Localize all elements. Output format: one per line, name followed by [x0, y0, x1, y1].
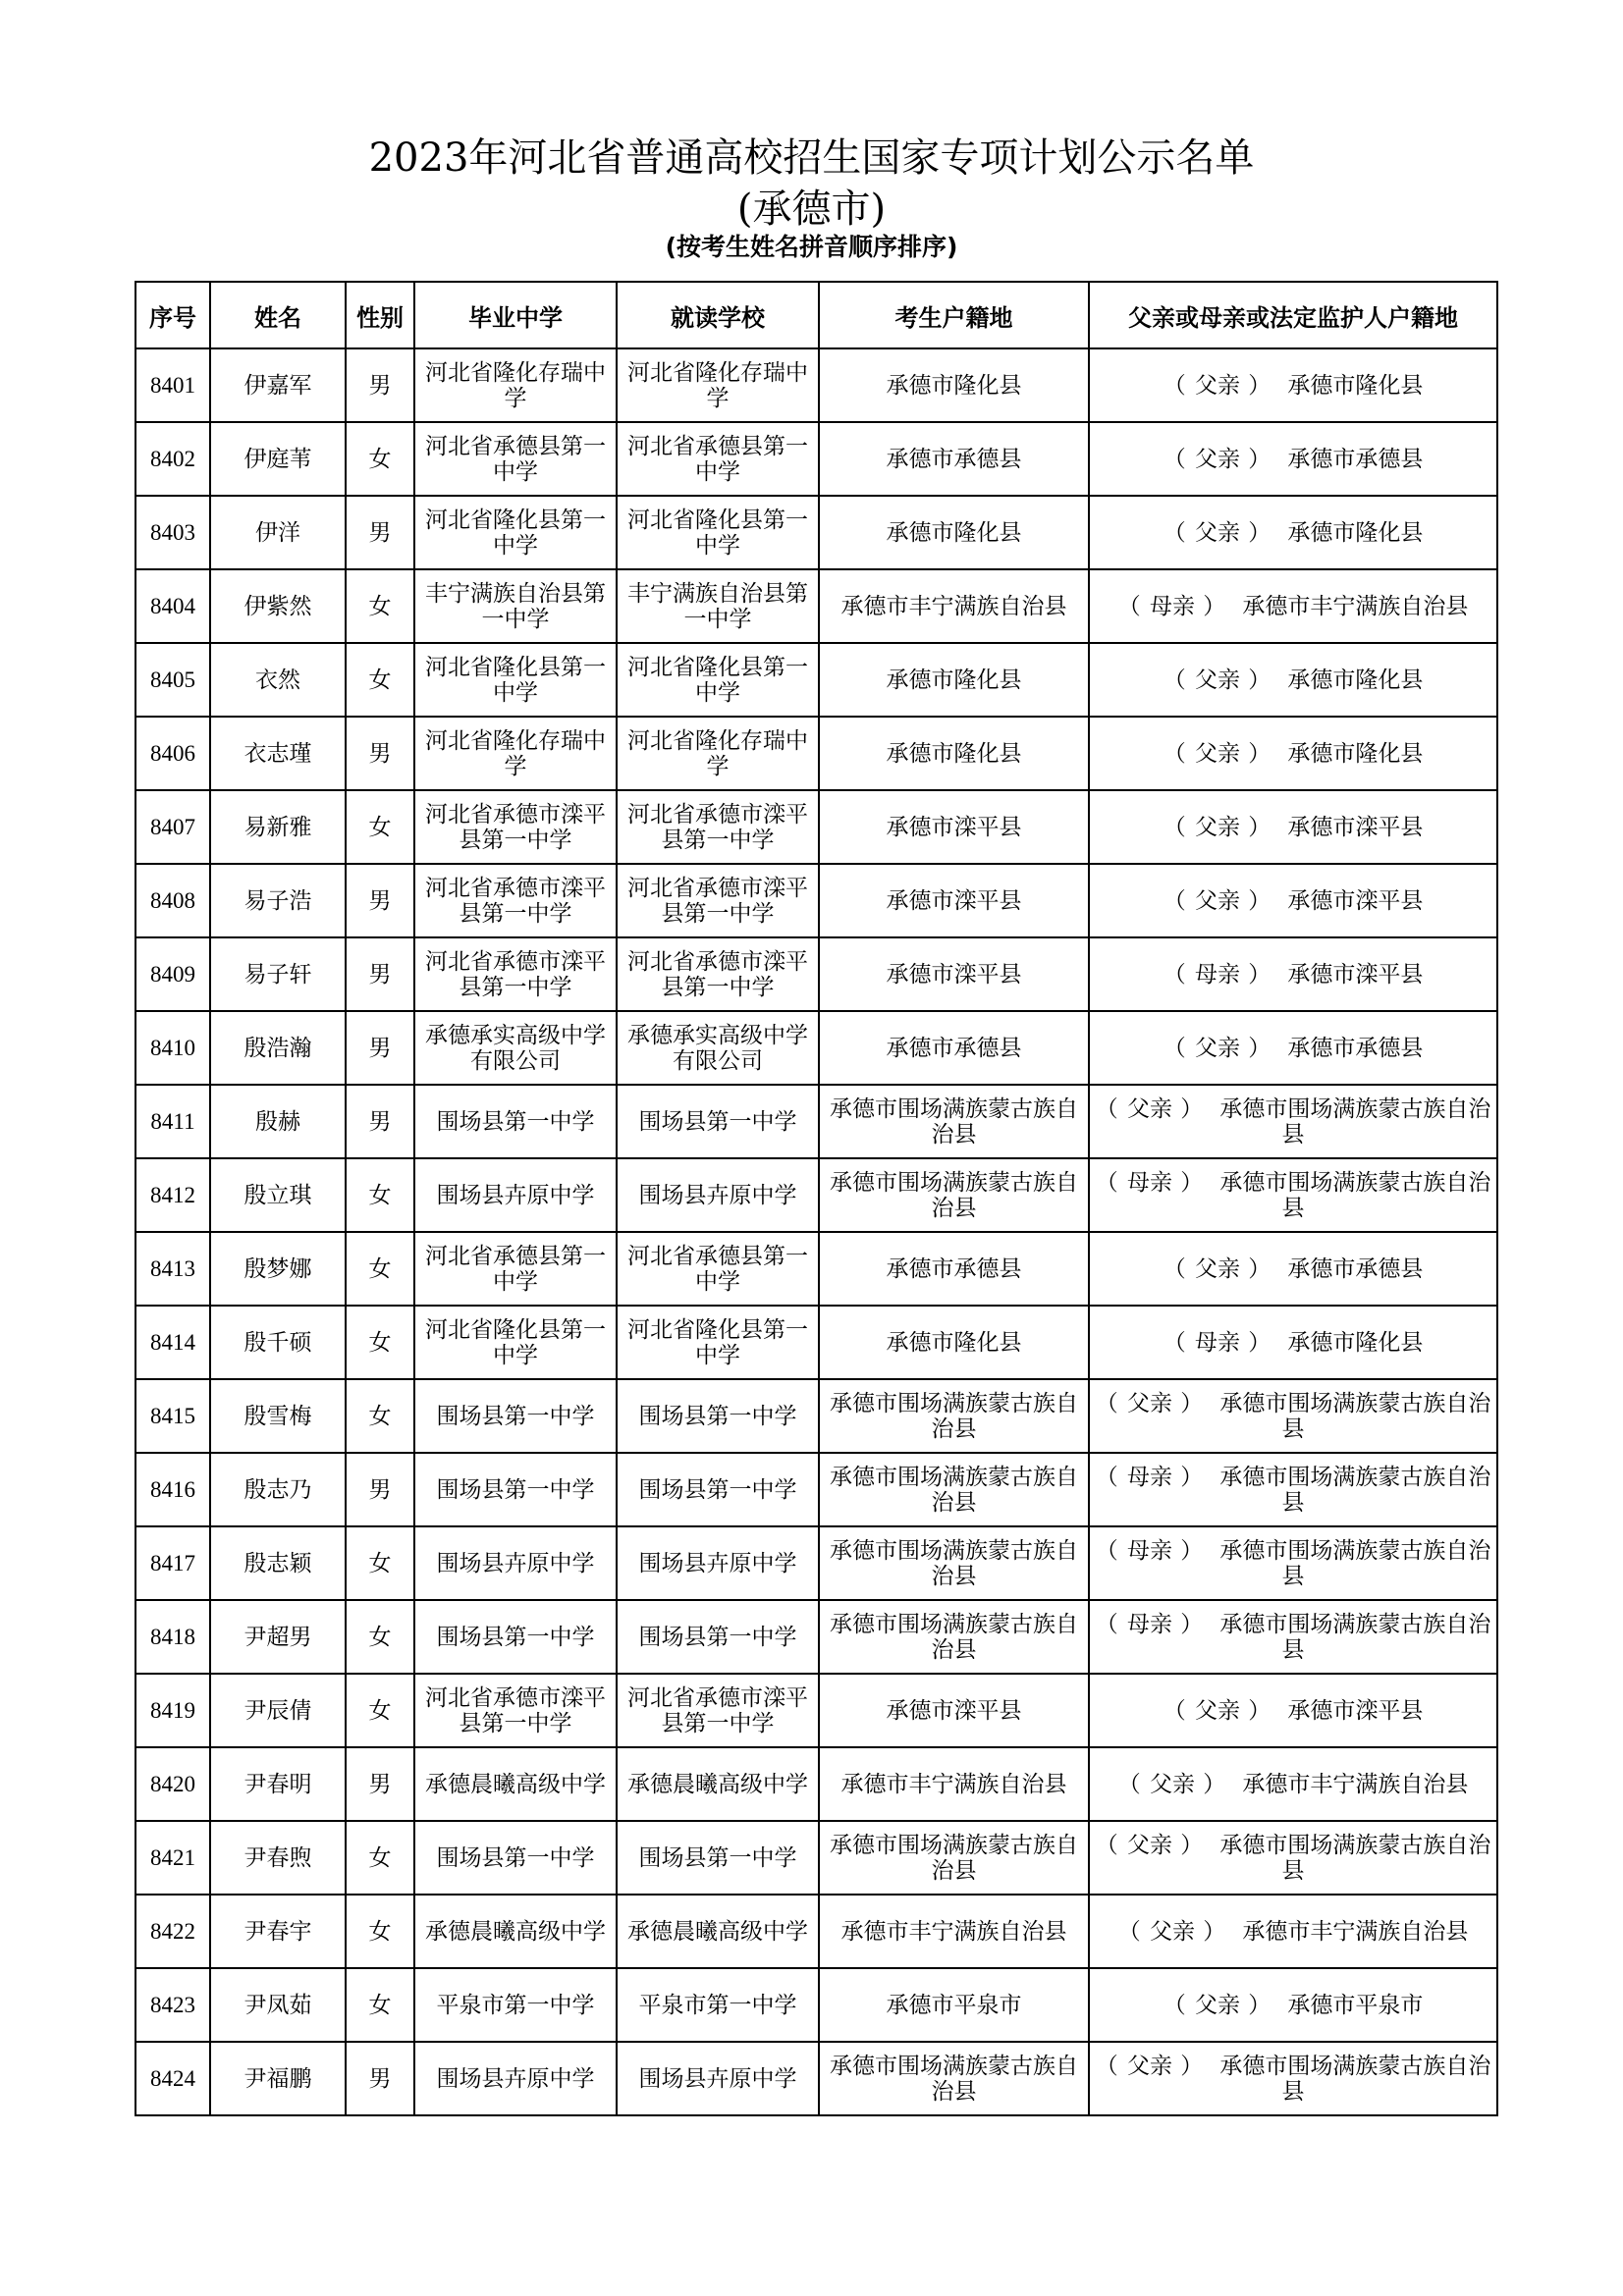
guardian-hukou-place: 承德市围场满族蒙古族自治县 — [1219, 1537, 1491, 1589]
cell-gender: 女 — [346, 1674, 414, 1747]
cell-current-school: 围场县第一中学 — [617, 1085, 819, 1158]
cell-serial-number: 8419 — [135, 1674, 210, 1747]
cell-gender: 男 — [346, 496, 414, 569]
guardian-hukou-place: 承德市围场满族蒙古族自治县 — [1219, 1390, 1491, 1442]
cell-student-hukou: 承德市隆化县 — [819, 1306, 1089, 1379]
column-header: 毕业中学 — [414, 282, 617, 348]
guardian-hukou-place: 承德市围场满族蒙古族自治县 — [1219, 1611, 1491, 1663]
cell-serial-number: 8420 — [135, 1747, 210, 1821]
cell-gender: 男 — [346, 2042, 414, 2115]
cell-student-hukou: 承德市隆化县 — [819, 717, 1089, 790]
cell-graduation-school: 河北省承德市滦平县第一中学 — [414, 864, 617, 937]
cell-serial-number: 8411 — [135, 1085, 210, 1158]
cell-guardian-hukou: （ 父亲 ） 承德市围场满族蒙古族自治县 — [1089, 1379, 1497, 1453]
cell-current-school: 河北省承德市滦平县第一中学 — [617, 790, 819, 864]
cell-graduation-school: 河北省承德县第一中学 — [414, 422, 617, 496]
cell-name: 殷立琪 — [210, 1158, 346, 1232]
guardian-relation: 父亲 — [1195, 446, 1240, 472]
cell-gender: 男 — [346, 864, 414, 937]
cell-serial-number: 8417 — [135, 1526, 210, 1600]
guardian-relation: 母亲 — [1127, 1537, 1172, 1564]
table-row — [135, 1674, 1497, 1747]
column-header: 姓名 — [210, 282, 346, 348]
table-row — [135, 937, 1497, 1011]
table-row — [135, 348, 1497, 422]
guardian-relation: 父亲 — [1195, 519, 1240, 546]
table-row — [135, 1747, 1497, 1821]
cell-serial-number: 8423 — [135, 1968, 210, 2042]
column-header: 父亲或母亲或法定监护人户籍地 — [1089, 282, 1497, 348]
cell-name: 殷千硕 — [210, 1306, 346, 1379]
cell-gender: 女 — [346, 1895, 414, 1968]
guardian-relation: 父亲 — [1195, 1255, 1240, 1282]
guardian-relation: 父亲 — [1150, 1771, 1195, 1797]
guardian-hukou-place: 承德市隆化县 — [1287, 740, 1424, 767]
cell-gender: 女 — [346, 569, 414, 643]
cell-student-hukou: 承德市围场满族蒙古族自治县 — [819, 1821, 1089, 1895]
cell-current-school: 围场县卉原中学 — [617, 1158, 819, 1232]
cell-current-school: 承德晨曦高级中学 — [617, 1895, 819, 1968]
cell-graduation-school: 围场县第一中学 — [414, 1379, 617, 1453]
cell-graduation-school: 丰宁满族自治县第一中学 — [414, 569, 617, 643]
cell-guardian-hukou: （ 母亲 ） 承德市隆化县 — [1089, 1306, 1497, 1379]
table-row — [135, 1895, 1497, 1968]
guardian-relation: 母亲 — [1127, 1611, 1172, 1637]
cell-serial-number: 8416 — [135, 1453, 210, 1526]
cell-serial-number: 8401 — [135, 348, 210, 422]
table-row — [135, 1600, 1497, 1674]
cell-student-hukou: 承德市丰宁满族自治县 — [819, 1747, 1089, 1821]
cell-serial-number: 8404 — [135, 569, 210, 643]
cell-student-hukou: 承德市围场满族蒙古族自治县 — [819, 1526, 1089, 1600]
table-row — [135, 1085, 1497, 1158]
cell-guardian-hukou: （ 父亲 ） 承德市隆化县 — [1089, 348, 1497, 422]
column-header: 就读学校 — [617, 282, 819, 348]
guardian-relation: 母亲 — [1195, 1329, 1240, 1356]
cell-graduation-school: 河北省隆化存瑞中学 — [414, 717, 617, 790]
cell-current-school: 平泉市第一中学 — [617, 1968, 819, 2042]
cell-guardian-hukou: （ 父亲 ） 承德市滦平县 — [1089, 790, 1497, 864]
cell-guardian-hukou: （ 父亲 ） 承德市丰宁满族自治县 — [1089, 1747, 1497, 1821]
guardian-hukou-place: 承德市承德县 — [1287, 446, 1424, 472]
cell-student-hukou: 承德市围场满族蒙古族自治县 — [819, 1600, 1089, 1674]
table-row — [135, 1453, 1497, 1526]
cell-student-hukou: 承德市围场满族蒙古族自治县 — [819, 1158, 1089, 1232]
guardian-hukou-place: 承德市承德县 — [1287, 1035, 1424, 1061]
cell-gender: 男 — [346, 1085, 414, 1158]
cell-gender: 男 — [346, 1747, 414, 1821]
table-row — [135, 1011, 1497, 1085]
cell-current-school: 承德承实高级中学有限公司 — [617, 1011, 819, 1085]
cell-guardian-hukou: （ 父亲 ） 承德市滦平县 — [1089, 1674, 1497, 1747]
cell-guardian-hukou: （ 父亲 ） 承德市承德县 — [1089, 1232, 1497, 1306]
cell-student-hukou: 承德市围场满族蒙古族自治县 — [819, 1085, 1089, 1158]
cell-serial-number: 8418 — [135, 1600, 210, 1674]
cell-gender: 女 — [346, 1158, 414, 1232]
cell-current-school: 丰宁满族自治县第一中学 — [617, 569, 819, 643]
cell-gender: 女 — [346, 1232, 414, 1306]
guardian-relation: 父亲 — [1127, 2053, 1172, 2079]
cell-serial-number: 8407 — [135, 790, 210, 864]
table-row — [135, 717, 1497, 790]
cell-student-hukou: 承德市滦平县 — [819, 864, 1089, 937]
cell-guardian-hukou: （ 母亲 ） 承德市围场满族蒙古族自治县 — [1089, 1526, 1497, 1600]
page-title: 2023年河北省普通高校招生国家专项计划公示名单 — [368, 135, 1255, 181]
cell-current-school: 承德晨曦高级中学 — [617, 1747, 819, 1821]
cell-graduation-school: 河北省承德市滦平县第一中学 — [414, 937, 617, 1011]
cell-name: 衣志瑾 — [210, 717, 346, 790]
cell-serial-number: 8410 — [135, 1011, 210, 1085]
cell-serial-number: 8409 — [135, 937, 210, 1011]
cell-guardian-hukou: （ 父亲 ） 承德市隆化县 — [1089, 496, 1497, 569]
guardian-hukou-place: 承德市滦平县 — [1287, 887, 1424, 914]
cell-graduation-school: 河北省隆化县第一中学 — [414, 643, 617, 717]
guardian-hukou-place: 承德市平泉市 — [1287, 1992, 1424, 2018]
cell-current-school: 河北省承德县第一中学 — [617, 1232, 819, 1306]
cell-name: 伊嘉军 — [210, 348, 346, 422]
guardian-relation: 父亲 — [1195, 814, 1240, 840]
cell-guardian-hukou: （ 父亲 ） 承德市围场满族蒙古族自治县 — [1089, 2042, 1497, 2115]
cell-gender: 女 — [346, 790, 414, 864]
cell-current-school: 河北省承德市滦平县第一中学 — [617, 864, 819, 937]
cell-graduation-school: 围场县第一中学 — [414, 1085, 617, 1158]
cell-serial-number: 8403 — [135, 496, 210, 569]
guardian-relation: 母亲 — [1127, 1464, 1172, 1490]
cell-serial-number: 8413 — [135, 1232, 210, 1306]
cell-guardian-hukou: （ 父亲 ） 承德市承德县 — [1089, 422, 1497, 496]
guardian-relation: 母亲 — [1127, 1169, 1172, 1196]
cell-name: 伊洋 — [210, 496, 346, 569]
cell-student-hukou: 承德市承德县 — [819, 422, 1089, 496]
cell-guardian-hukou: （ 父亲 ） 承德市滦平县 — [1089, 864, 1497, 937]
cell-gender: 男 — [346, 937, 414, 1011]
guardian-hukou-place: 承德市围场满族蒙古族自治县 — [1219, 1095, 1491, 1148]
cell-graduation-school: 围场县第一中学 — [414, 1453, 617, 1526]
cell-gender: 女 — [346, 1306, 414, 1379]
guardian-hukou-place: 承德市隆化县 — [1287, 372, 1424, 399]
guardian-hukou-place: 承德市围场满族蒙古族自治县 — [1219, 1169, 1491, 1221]
guardian-relation: 父亲 — [1195, 1035, 1240, 1061]
guardian-hukou-place: 承德市丰宁满族自治县 — [1242, 593, 1469, 619]
cell-name: 尹春煦 — [210, 1821, 346, 1895]
cell-gender: 男 — [346, 717, 414, 790]
cell-guardian-hukou: （ 父亲 ） 承德市隆化县 — [1089, 643, 1497, 717]
table-body — [135, 348, 1497, 2115]
cell-name: 衣然 — [210, 643, 346, 717]
cell-serial-number: 8415 — [135, 1379, 210, 1453]
cell-graduation-school: 河北省承德县第一中学 — [414, 1232, 617, 1306]
cell-guardian-hukou: （ 母亲 ） 承德市围场满族蒙古族自治县 — [1089, 1158, 1497, 1232]
table-row — [135, 1232, 1497, 1306]
cell-current-school: 围场县第一中学 — [617, 1821, 819, 1895]
cell-name: 殷志乃 — [210, 1453, 346, 1526]
cell-graduation-school: 承德晨曦高级中学 — [414, 1895, 617, 1968]
cell-student-hukou: 承德市围场满族蒙古族自治县 — [819, 1379, 1089, 1453]
cell-name: 易新雅 — [210, 790, 346, 864]
cell-current-school: 河北省隆化存瑞中学 — [617, 717, 819, 790]
cell-current-school: 河北省隆化县第一中学 — [617, 643, 819, 717]
table-row — [135, 790, 1497, 864]
cell-current-school: 河北省承德市滦平县第一中学 — [617, 1674, 819, 1747]
cell-gender: 女 — [346, 1600, 414, 1674]
cell-serial-number: 8414 — [135, 1306, 210, 1379]
cell-name: 尹超男 — [210, 1600, 346, 1674]
cell-serial-number: 8421 — [135, 1821, 210, 1895]
roster-table — [135, 281, 1498, 2116]
cell-current-school: 围场县卉原中学 — [617, 1526, 819, 1600]
table-header-row — [135, 282, 1497, 348]
cell-gender: 男 — [346, 1011, 414, 1085]
cell-guardian-hukou: （ 父亲 ） 承德市丰宁满族自治县 — [1089, 1895, 1497, 1968]
table-row — [135, 1158, 1497, 1232]
guardian-relation: 父亲 — [1195, 667, 1240, 693]
cell-name: 尹春明 — [210, 1747, 346, 1821]
cell-student-hukou: 承德市滦平县 — [819, 1674, 1089, 1747]
cell-name: 易子浩 — [210, 864, 346, 937]
cell-serial-number: 8422 — [135, 1895, 210, 1968]
column-header: 考生户籍地 — [819, 282, 1089, 348]
cell-current-school: 围场县卉原中学 — [617, 2042, 819, 2115]
cell-serial-number: 8405 — [135, 643, 210, 717]
cell-student-hukou: 承德市承德县 — [819, 1232, 1089, 1306]
guardian-hukou-place: 承德市隆化县 — [1287, 1329, 1424, 1356]
guardian-relation: 父亲 — [1195, 887, 1240, 914]
cell-current-school: 围场县第一中学 — [617, 1379, 819, 1453]
cell-guardian-hukou: （ 母亲 ） 承德市丰宁满族自治县 — [1089, 569, 1497, 643]
cell-graduation-school: 河北省承德市滦平县第一中学 — [414, 1674, 617, 1747]
cell-name: 殷赫 — [210, 1085, 346, 1158]
cell-graduation-school: 围场县卉原中学 — [414, 1526, 617, 1600]
cell-graduation-school: 平泉市第一中学 — [414, 1968, 617, 2042]
cell-guardian-hukou: （ 父亲 ） 承德市隆化县 — [1089, 717, 1497, 790]
cell-name: 殷梦娜 — [210, 1232, 346, 1306]
table-row — [135, 2042, 1497, 2115]
cell-gender: 女 — [346, 1821, 414, 1895]
cell-serial-number: 8406 — [135, 717, 210, 790]
cell-gender: 女 — [346, 643, 414, 717]
guardian-hukou-place: 承德市滦平县 — [1287, 814, 1424, 840]
cell-gender: 女 — [346, 1379, 414, 1453]
cell-name: 尹春宇 — [210, 1895, 346, 1968]
cell-student-hukou: 承德市滦平县 — [819, 790, 1089, 864]
guardian-relation: 母亲 — [1150, 593, 1195, 619]
guardian-hukou-place: 承德市滦平县 — [1287, 961, 1424, 988]
table-row — [135, 1379, 1497, 1453]
cell-gender: 女 — [346, 1526, 414, 1600]
cell-name: 殷雪梅 — [210, 1379, 346, 1453]
guardian-relation: 父亲 — [1127, 1390, 1172, 1416]
cell-student-hukou: 承德市围场满族蒙古族自治县 — [819, 1453, 1089, 1526]
cell-guardian-hukou: （ 母亲 ） 承德市滦平县 — [1089, 937, 1497, 1011]
cell-current-school: 河北省隆化县第一中学 — [617, 496, 819, 569]
cell-graduation-school: 围场县卉原中学 — [414, 1158, 617, 1232]
guardian-hukou-place: 承德市围场满族蒙古族自治县 — [1219, 1464, 1491, 1516]
cell-graduation-school: 河北省承德市滦平县第一中学 — [414, 790, 617, 864]
cell-serial-number: 8424 — [135, 2042, 210, 2115]
cell-student-hukou: 承德市平泉市 — [819, 1968, 1089, 2042]
guardian-hukou-place: 承德市承德县 — [1287, 1255, 1424, 1282]
cell-current-school: 河北省承德县第一中学 — [617, 422, 819, 496]
cell-student-hukou: 承德市丰宁满族自治县 — [819, 569, 1089, 643]
guardian-relation: 父亲 — [1195, 372, 1240, 399]
cell-current-school: 河北省隆化存瑞中学 — [617, 348, 819, 422]
cell-graduation-school: 承德承实高级中学有限公司 — [414, 1011, 617, 1085]
cell-name: 易子轩 — [210, 937, 346, 1011]
cell-student-hukou: 承德市围场满族蒙古族自治县 — [819, 2042, 1089, 2115]
cell-name: 尹福鹏 — [210, 2042, 346, 2115]
cell-student-hukou: 承德市隆化县 — [819, 496, 1089, 569]
cell-serial-number: 8408 — [135, 864, 210, 937]
cell-gender: 女 — [346, 422, 414, 496]
cell-name: 殷志颖 — [210, 1526, 346, 1600]
column-header: 序号 — [135, 282, 210, 348]
guardian-hukou-place: 承德市围场满族蒙古族自治县 — [1219, 1832, 1491, 1884]
guardian-hukou-place: 承德市丰宁满族自治县 — [1242, 1918, 1469, 1945]
table-row — [135, 1526, 1497, 1600]
cell-graduation-school: 承德晨曦高级中学 — [414, 1747, 617, 1821]
cell-graduation-school: 围场县卉原中学 — [414, 2042, 617, 2115]
cell-name: 尹辰倩 — [210, 1674, 346, 1747]
table-row — [135, 569, 1497, 643]
guardian-hukou-place: 承德市隆化县 — [1287, 519, 1424, 546]
guardian-relation: 父亲 — [1150, 1918, 1195, 1945]
cell-graduation-school: 围场县第一中学 — [414, 1821, 617, 1895]
guardian-relation: 母亲 — [1195, 961, 1240, 988]
column-header: 性别 — [346, 282, 414, 348]
guardian-hukou-place: 承德市丰宁满族自治县 — [1242, 1771, 1469, 1797]
cell-gender: 男 — [346, 1453, 414, 1526]
guardian-relation: 父亲 — [1195, 1992, 1240, 2018]
cell-serial-number: 8412 — [135, 1158, 210, 1232]
guardian-hukou-place: 承德市围场满族蒙古族自治县 — [1219, 2053, 1491, 2105]
guardian-relation: 父亲 — [1127, 1095, 1172, 1122]
cell-student-hukou: 承德市滦平县 — [819, 937, 1089, 1011]
guardian-hukou-place: 承德市滦平县 — [1287, 1697, 1424, 1724]
cell-current-school: 围场县第一中学 — [617, 1453, 819, 1526]
cell-guardian-hukou: （ 父亲 ） 承德市围场满族蒙古族自治县 — [1089, 1085, 1497, 1158]
cell-student-hukou: 承德市隆化县 — [819, 643, 1089, 717]
guardian-relation: 父亲 — [1195, 740, 1240, 767]
cell-serial-number: 8402 — [135, 422, 210, 496]
cell-guardian-hukou: （ 母亲 ） 承德市围场满族蒙古族自治县 — [1089, 1600, 1497, 1674]
guardian-relation: 父亲 — [1195, 1697, 1240, 1724]
page-sort-note: (按考生姓名拼音顺序排序) — [665, 233, 958, 261]
cell-current-school: 河北省承德市滦平县第一中学 — [617, 937, 819, 1011]
guardian-relation: 父亲 — [1127, 1832, 1172, 1858]
cell-student-hukou: 承德市隆化县 — [819, 348, 1089, 422]
table-row — [135, 864, 1497, 937]
cell-graduation-school: 河北省隆化县第一中学 — [414, 1306, 617, 1379]
table-row — [135, 422, 1497, 496]
cell-current-school: 围场县第一中学 — [617, 1600, 819, 1674]
cell-graduation-school: 河北省隆化县第一中学 — [414, 496, 617, 569]
cell-student-hukou: 承德市承德县 — [819, 1011, 1089, 1085]
cell-graduation-school: 河北省隆化存瑞中学 — [414, 348, 617, 422]
cell-name: 尹凤茹 — [210, 1968, 346, 2042]
cell-student-hukou: 承德市丰宁满族自治县 — [819, 1895, 1089, 1968]
cell-graduation-school: 围场县第一中学 — [414, 1600, 617, 1674]
guardian-hukou-place: 承德市隆化县 — [1287, 667, 1424, 693]
table-row — [135, 1968, 1497, 2042]
page-subtitle-city: (承德市) — [736, 187, 887, 232]
cell-guardian-hukou: （ 母亲 ） 承德市围场满族蒙古族自治县 — [1089, 1453, 1497, 1526]
cell-name: 伊庭苇 — [210, 422, 346, 496]
cell-name: 殷浩瀚 — [210, 1011, 346, 1085]
table-row — [135, 1306, 1497, 1379]
table-row — [135, 643, 1497, 717]
cell-name: 伊紫然 — [210, 569, 346, 643]
cell-guardian-hukou: （ 父亲 ） 承德市围场满族蒙古族自治县 — [1089, 1821, 1497, 1895]
cell-guardian-hukou: （ 父亲 ） 承德市承德县 — [1089, 1011, 1497, 1085]
cell-gender: 男 — [346, 348, 414, 422]
table-row — [135, 1821, 1497, 1895]
table-row — [135, 496, 1497, 569]
cell-guardian-hukou: （ 父亲 ） 承德市平泉市 — [1089, 1968, 1497, 2042]
cell-gender: 女 — [346, 1968, 414, 2042]
cell-current-school: 河北省隆化县第一中学 — [617, 1306, 819, 1379]
